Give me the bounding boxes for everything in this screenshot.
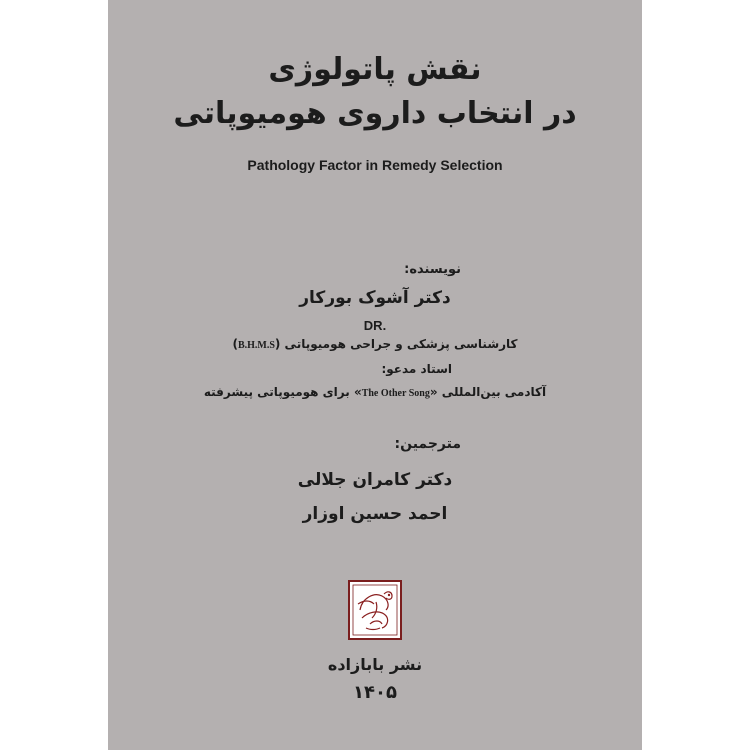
academy-suffix: » برای هومیوپاتی پیشرفته: [203, 385, 362, 399]
author-degree: [108, 337, 642, 351]
title-line-1: نقش پاتولوژی: [268, 52, 482, 87]
translator-1: دکتر کامران جلالی: [297, 470, 453, 490]
phoenix-logo-icon: [348, 580, 402, 640]
translators-label: مترجمین:: [394, 436, 461, 452]
book-cover: [108, 0, 642, 750]
author-title: DR.: [363, 318, 387, 333]
academy-line: [108, 385, 642, 399]
author-degree-suffix: ): [232, 337, 238, 351]
author-degree-abbr: B.H.M.S: [237, 340, 275, 351]
title-line-2: در انتخاب داروی هومیوپاتی: [173, 96, 577, 131]
translator-2: احمد حسین اوزار: [302, 504, 448, 524]
academy-prefix: آکادمی بین‌المللی «: [429, 385, 547, 399]
author-degree-prefix: کارشناسی پزشکی و جراحی هومیوپاتی (: [274, 337, 518, 351]
academy-name: The Other Song: [361, 388, 430, 399]
guest-professor-label: استاد مدعو:: [381, 362, 452, 376]
author-label: نویسنده:: [404, 262, 461, 277]
publisher-name: نشر بابازاده: [327, 655, 423, 674]
author-name: دکتر آشوک بورکار: [299, 288, 451, 308]
publication-year: ۱۴۰۵: [353, 682, 397, 703]
english-subtitle: Pathology Factor in Remedy Selection: [247, 157, 503, 173]
